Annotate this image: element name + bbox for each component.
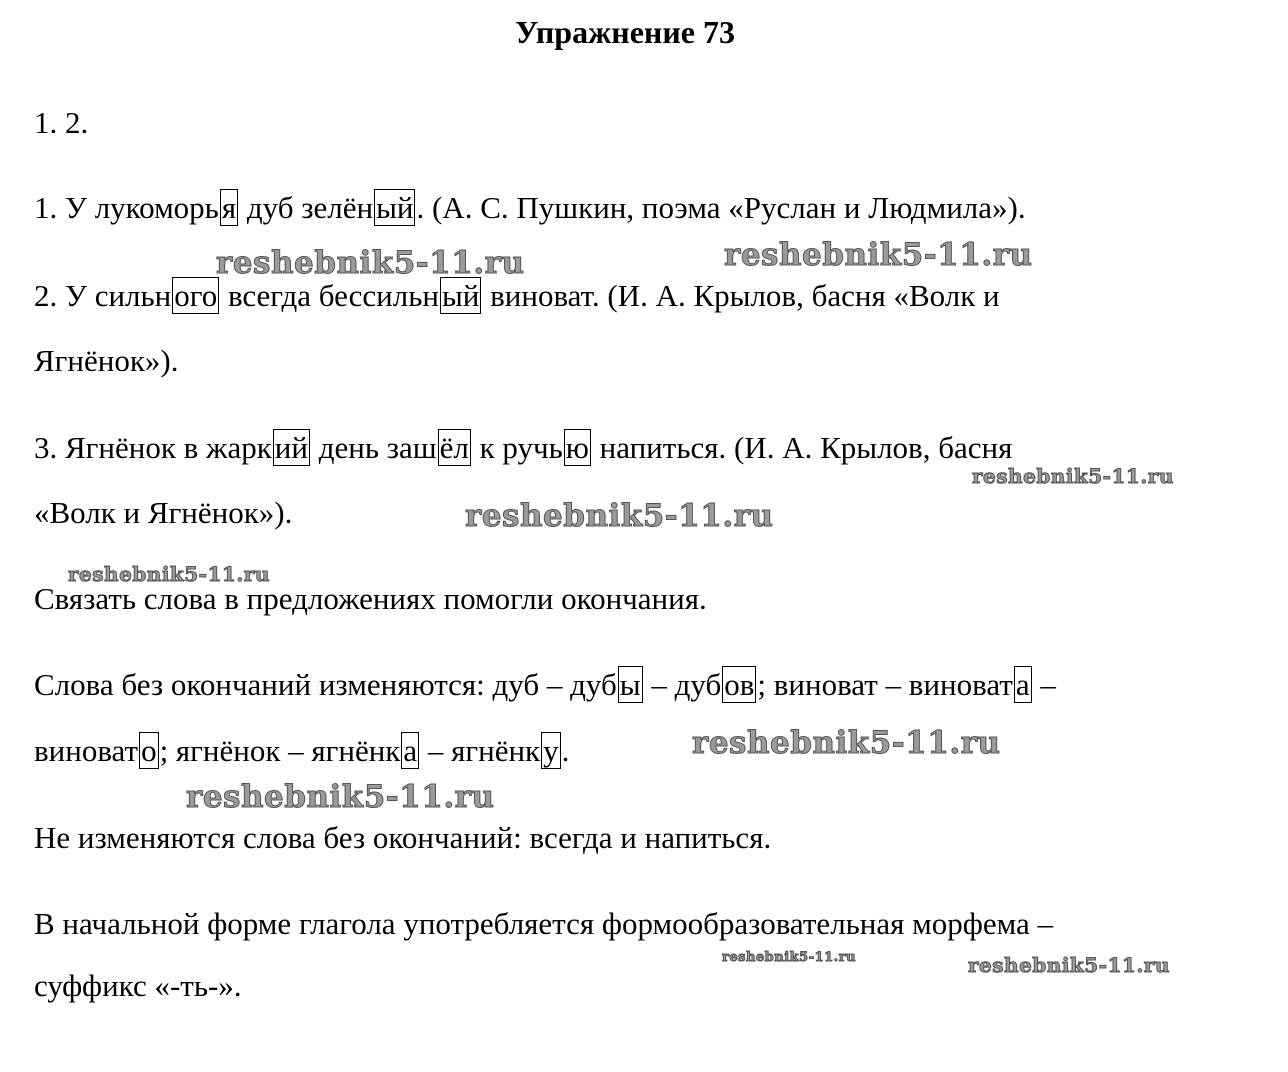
ending-box: я (221, 190, 237, 225)
ending-box: ёл (439, 430, 469, 465)
ending-box: ый (376, 190, 414, 225)
ending-box: а (1015, 667, 1030, 702)
paragraph-2: Слова без окончаний изменяются: дуб – дубы – дубов; виноват – виновата – (34, 667, 1056, 702)
ending-box: ю (565, 430, 589, 465)
paragraph-2-cont: виновато; ягнёнок – ягнёнка – ягнёнку. (34, 733, 570, 768)
watermark: reshebnik5-11.ru (972, 464, 1174, 488)
exercise-title: Упражнение 73 (514, 14, 735, 50)
sentence-3: 3. Ягнёнок в жаркий день зашёл к ручью напиться. (И. А. Крылов, басня (34, 430, 1013, 465)
ending-box: ый (441, 278, 480, 313)
ending-box: ого (174, 278, 218, 313)
ending-box: ов (724, 667, 755, 702)
paragraph-4-cont: суффикс «-ть-». (34, 968, 242, 1003)
paragraph-1: Связать слова в предложениях помогли окончания. (34, 581, 707, 616)
watermark: reshebnik5-11.ru (186, 779, 495, 815)
ending-box: а (403, 733, 418, 768)
sentence-1: 1. У лукоморья дуб зелёный. (А. С. Пушкин, поэма «Руслан и Людмила»). (34, 190, 1026, 225)
watermark: reshebnik5-11.ru (216, 245, 525, 281)
task-number: 1. 2. (34, 105, 89, 140)
watermark: reshebnik5-11.ru (722, 950, 857, 965)
watermark: reshebnik5-11.ru (692, 725, 1001, 761)
watermark: reshebnik5-11.ru (68, 562, 270, 586)
paragraph-4: В начальной форме глагола употребляется формообразовательная морфема – (34, 906, 1054, 941)
sentence-3-cont: «Волк и Ягнёнок»). (34, 495, 293, 530)
paragraph-3: Не изменяются слова без окончаний: всегда и напиться. (34, 820, 772, 855)
watermark: reshebnik5-11.ru (724, 237, 1033, 273)
watermark: reshebnik5-11.ru (465, 498, 774, 534)
ending-box: о (141, 733, 157, 768)
ending-box: у (543, 733, 559, 768)
ending-box: ий (274, 430, 308, 465)
ending-box: ы (619, 667, 641, 702)
sentence-2: 2. У сильного всегда бессильный виноват. (И. А. Крылов, басня «Волк и (34, 278, 1000, 313)
watermark: reshebnik5-11.ru (968, 953, 1170, 977)
sentence-2-cont: Ягнёнок»). (34, 343, 179, 378)
